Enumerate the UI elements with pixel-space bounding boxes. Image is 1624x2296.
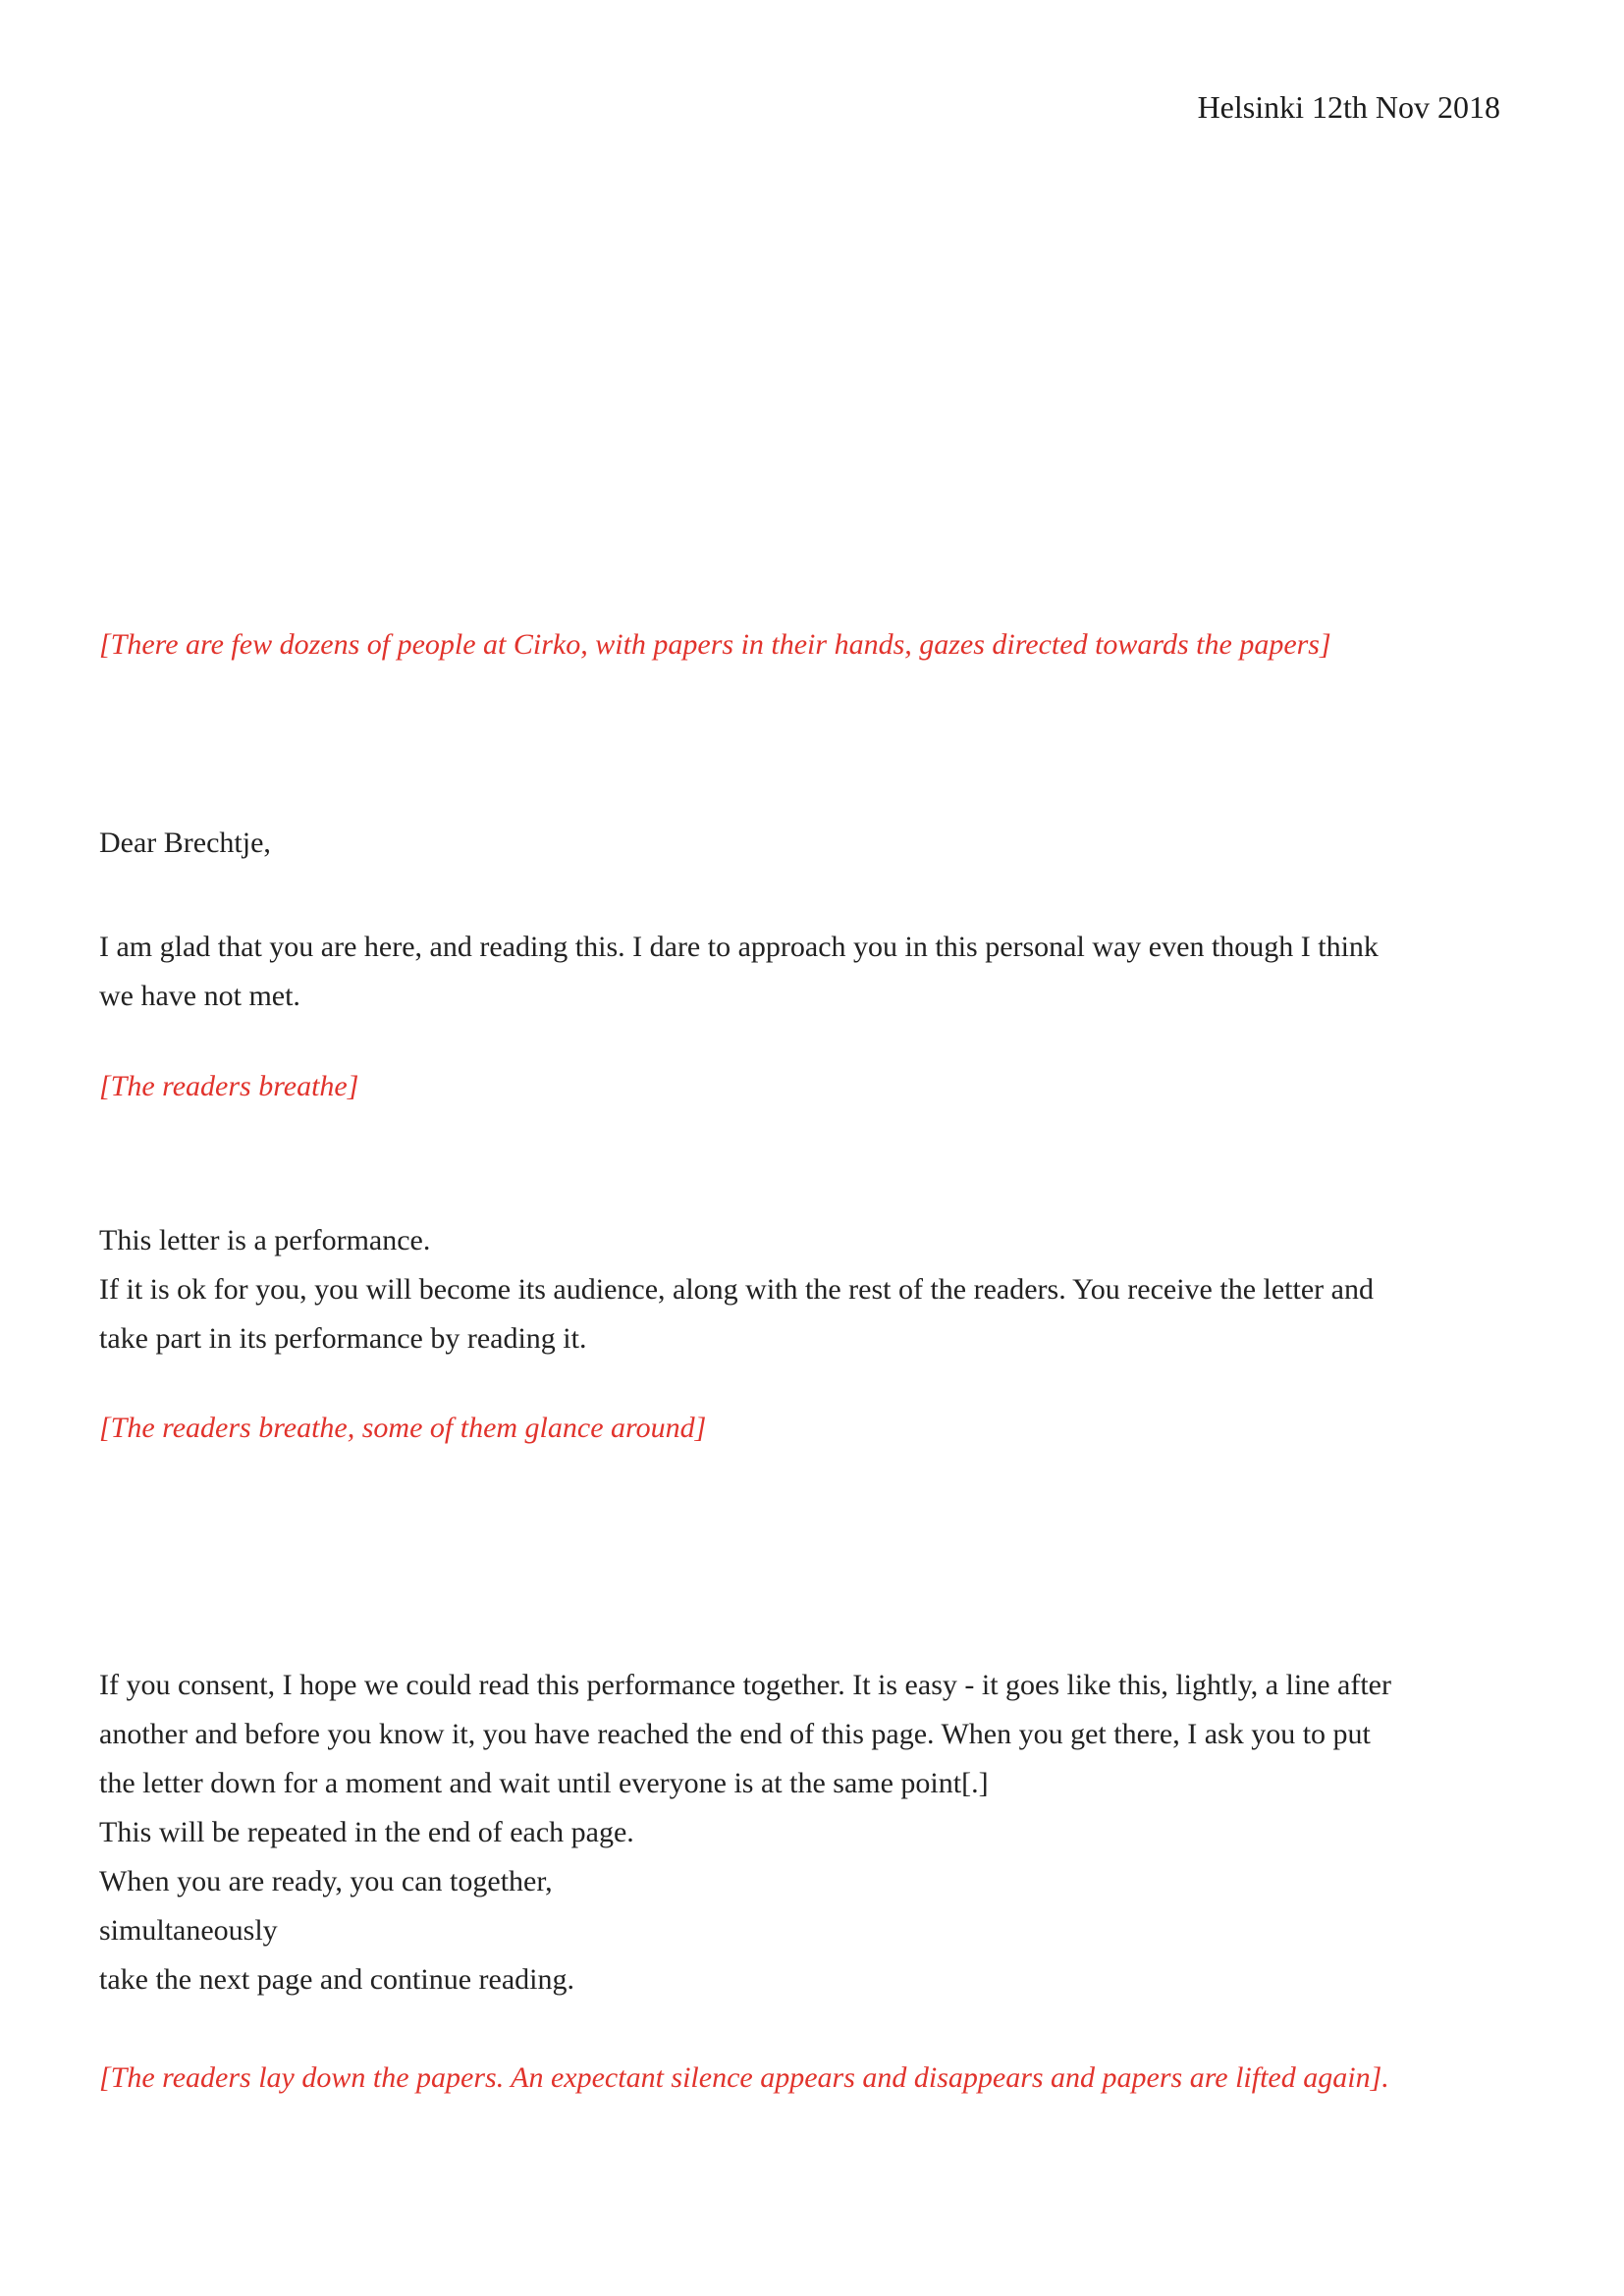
paragraph <box>99 1661 1533 2004</box>
stage-direction <box>99 1404 1533 1453</box>
paragraph <box>99 923 1533 1021</box>
text-line: the letter down for a moment and wait until everyone is at the same point[.] <box>99 1767 989 1799</box>
stage-direction <box>99 620 1533 669</box>
text-line: If it is ok for you, you will become its audience, along with the rest of the readers. You receive the letter and <box>99 1273 1374 1306</box>
text-line: I am glad that you are here, and reading this. I dare to approach you in this personal way even though I think <box>99 931 1379 963</box>
stage-direction <box>99 1062 1533 1111</box>
text-line: simultaneously <box>99 1914 278 1947</box>
salutation <box>99 819 1533 868</box>
text-line: take the next page and continue reading. <box>99 1963 574 1996</box>
text-line: If you consent, I hope we could read this performance together. It is easy - it goes like this, lightly, a line after <box>99 1669 1391 1701</box>
text-line: [The readers breathe] <box>99 1070 359 1102</box>
stage-direction <box>99 2054 1533 2103</box>
text-line: When you are ready, you can together, <box>99 1865 553 1897</box>
text-line: take part in its performance by reading it. <box>99 1322 587 1355</box>
dateline: Helsinki 12th Nov 2018 <box>1197 89 1500 125</box>
paragraph <box>99 1216 1533 1363</box>
text-line: This will be repeated in the end of each page. <box>99 1816 634 1848</box>
text-line: we have not met. <box>99 980 300 1012</box>
text-line: This letter is a performance. <box>99 1224 431 1256</box>
text-line: [The readers breathe, some of them glance around] <box>99 1412 707 1444</box>
text-line: [The readers lay down the papers. An expectant silence appears and disappears and papers are lifted again]. <box>99 2061 1389 2094</box>
text-line: another and before you know it, you have reached the end of this page. When you get there, I ask you to put <box>99 1718 1371 1750</box>
text-line: [There are few dozens of people at Cirko, with papers in their hands, gazes directed towards the papers] <box>99 628 1331 661</box>
text-line: Dear Brechtje, <box>99 827 271 859</box>
